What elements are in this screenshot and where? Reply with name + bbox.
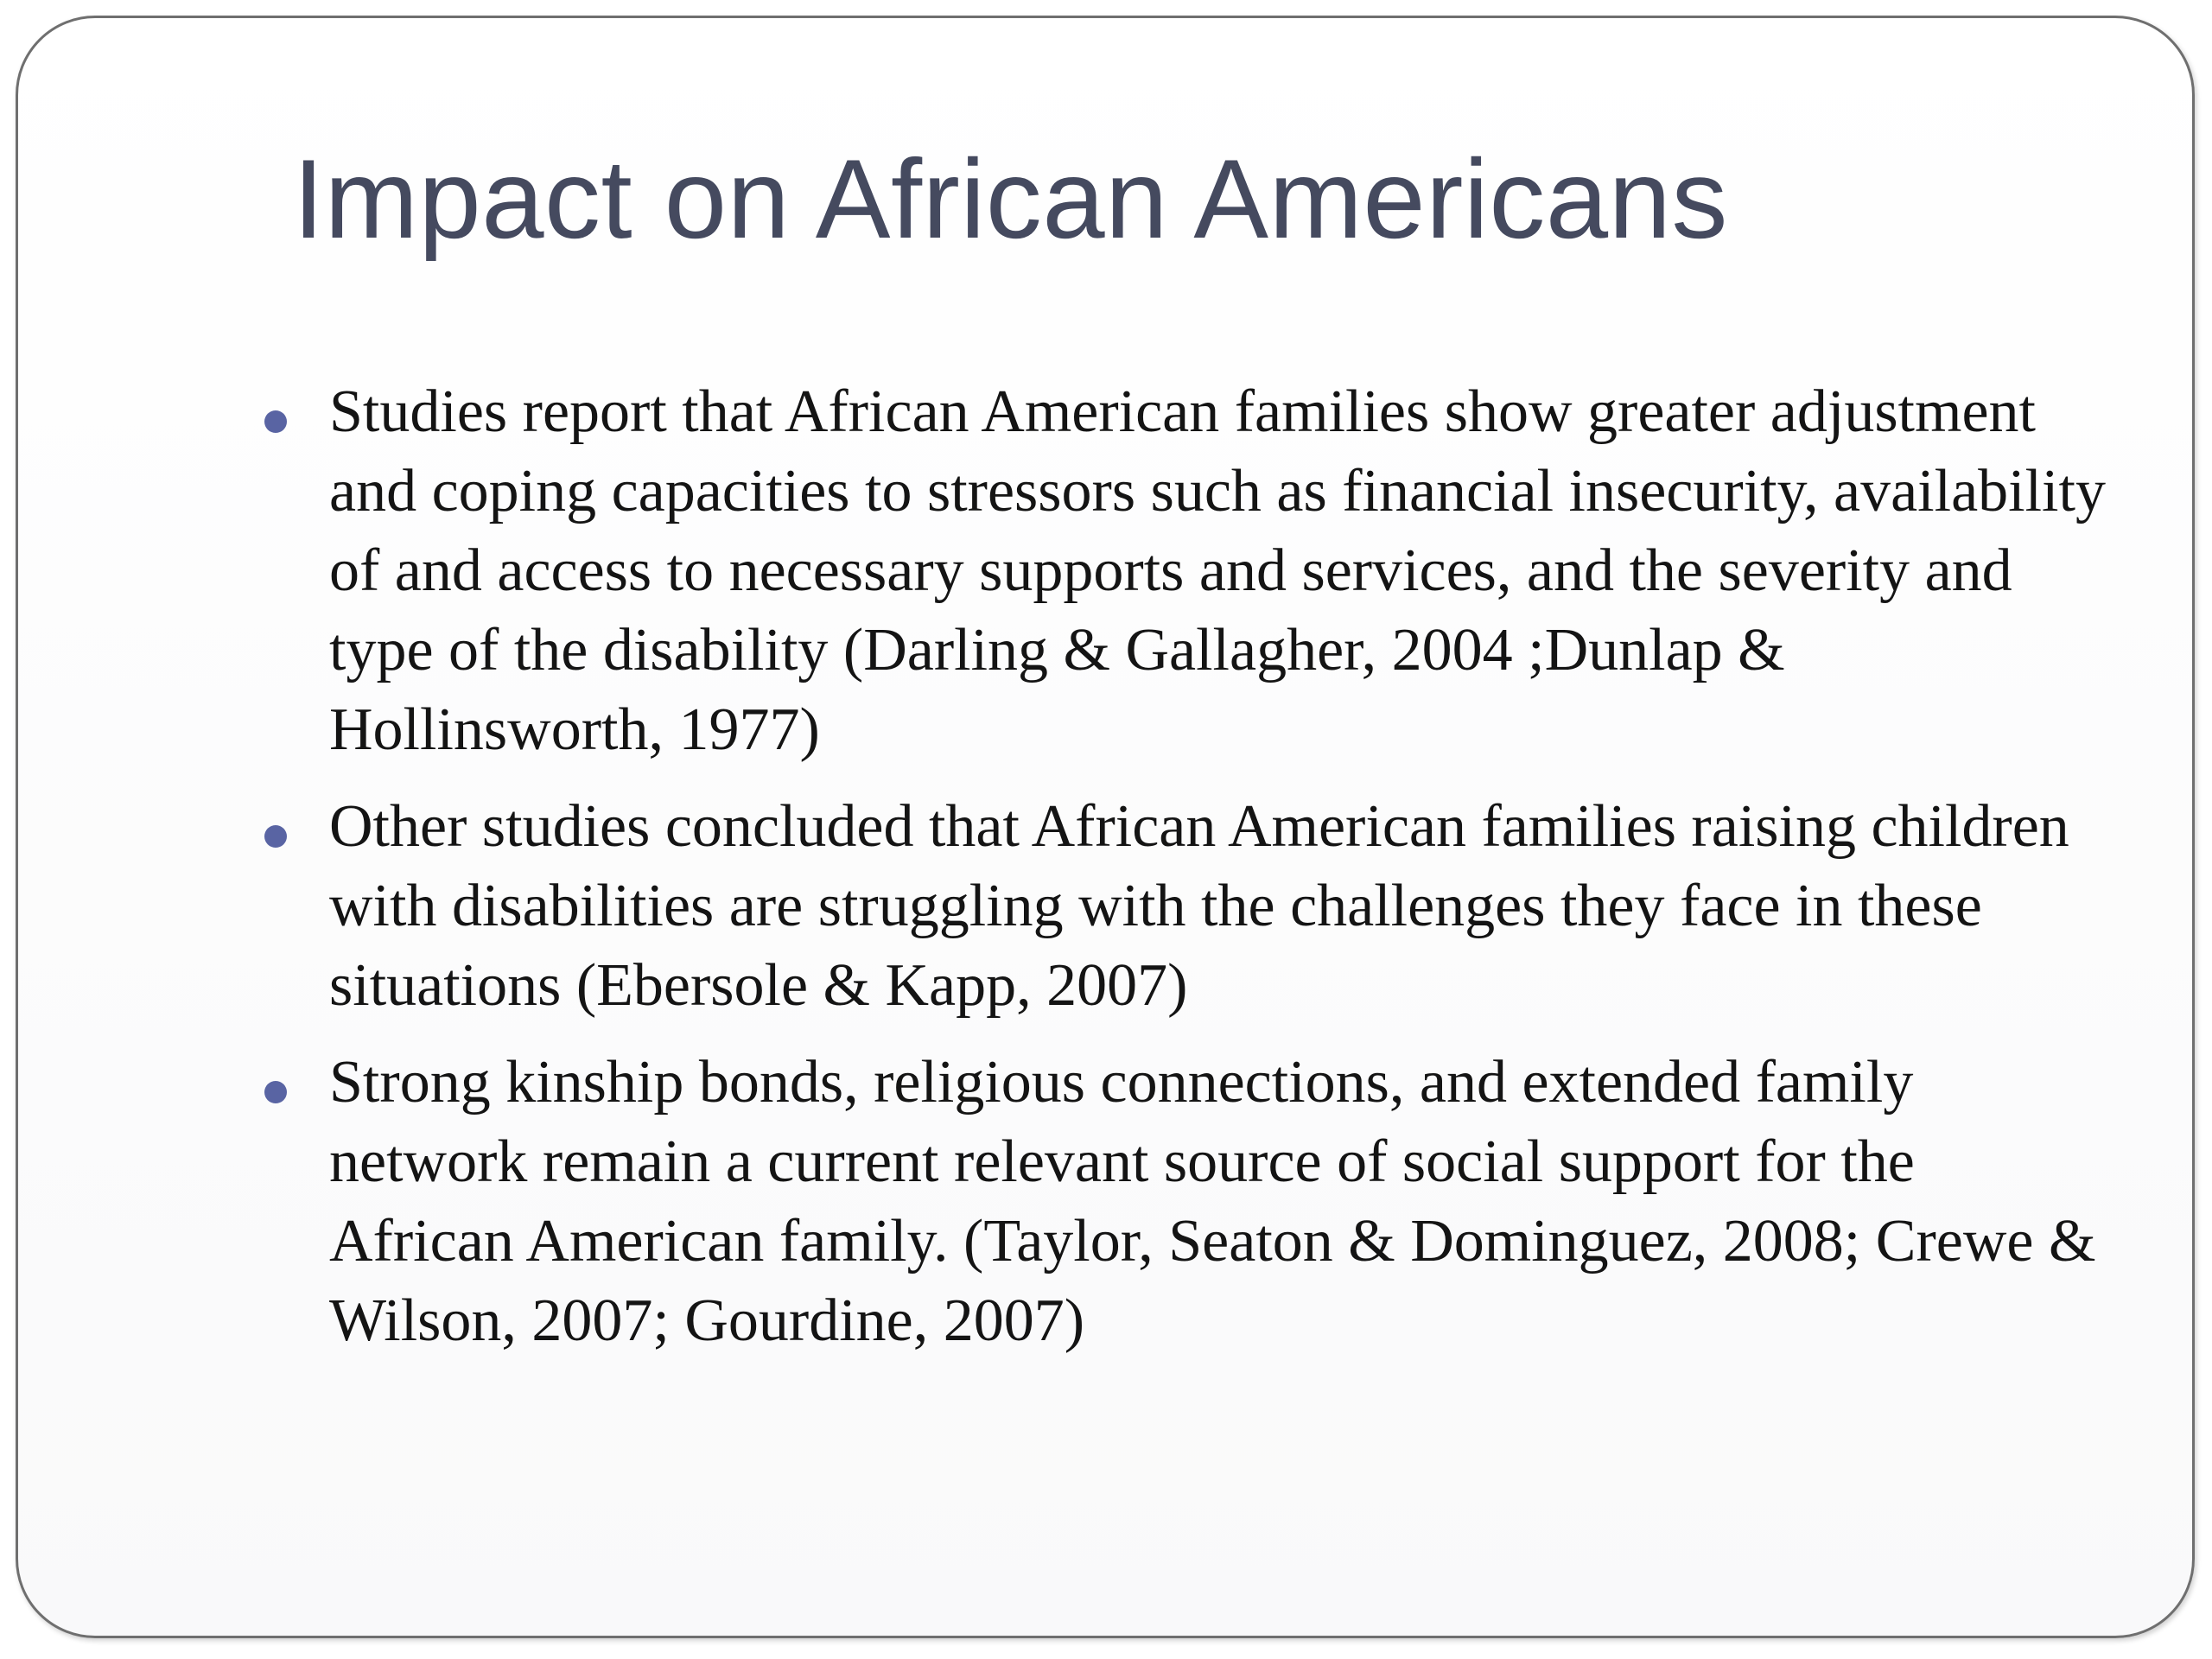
slide-frame bbox=[16, 16, 2195, 1638]
bullet-item bbox=[260, 372, 2109, 770]
bullet-text: Studies report that African American families show greater adjustment and coping capacities to stressors such as financial insecurity, availability of and access to necessary supports and services, and the severity and type of the disability (Darling & Gallagher, 2004 ;Dunlap & Hollinsworth, 1977) bbox=[329, 378, 2106, 763]
bullet-text: Strong kinship bonds, religious connections, and extended family network remain a current relevant source of social support for the African American family. (Taylor, Seaton & Dominguez, 2008; Crewe & Wilson, 2007; Gourdine, 2007) bbox=[329, 1049, 2096, 1354]
bullet-dot-icon bbox=[264, 825, 287, 848]
slide-title: Impact on African Americans bbox=[293, 136, 1728, 262]
bullet-item bbox=[260, 787, 2109, 1026]
bullet-dot-icon bbox=[264, 410, 287, 433]
bullet-list bbox=[260, 372, 2109, 1378]
bullet-item bbox=[260, 1043, 2109, 1361]
bullet-text: Other studies concluded that African American families raising children with disabilities are struggling with the challenges they face in these situations (Ebersole & Kapp, 2007) bbox=[329, 793, 2069, 1019]
bullet-dot-icon bbox=[264, 1081, 287, 1103]
